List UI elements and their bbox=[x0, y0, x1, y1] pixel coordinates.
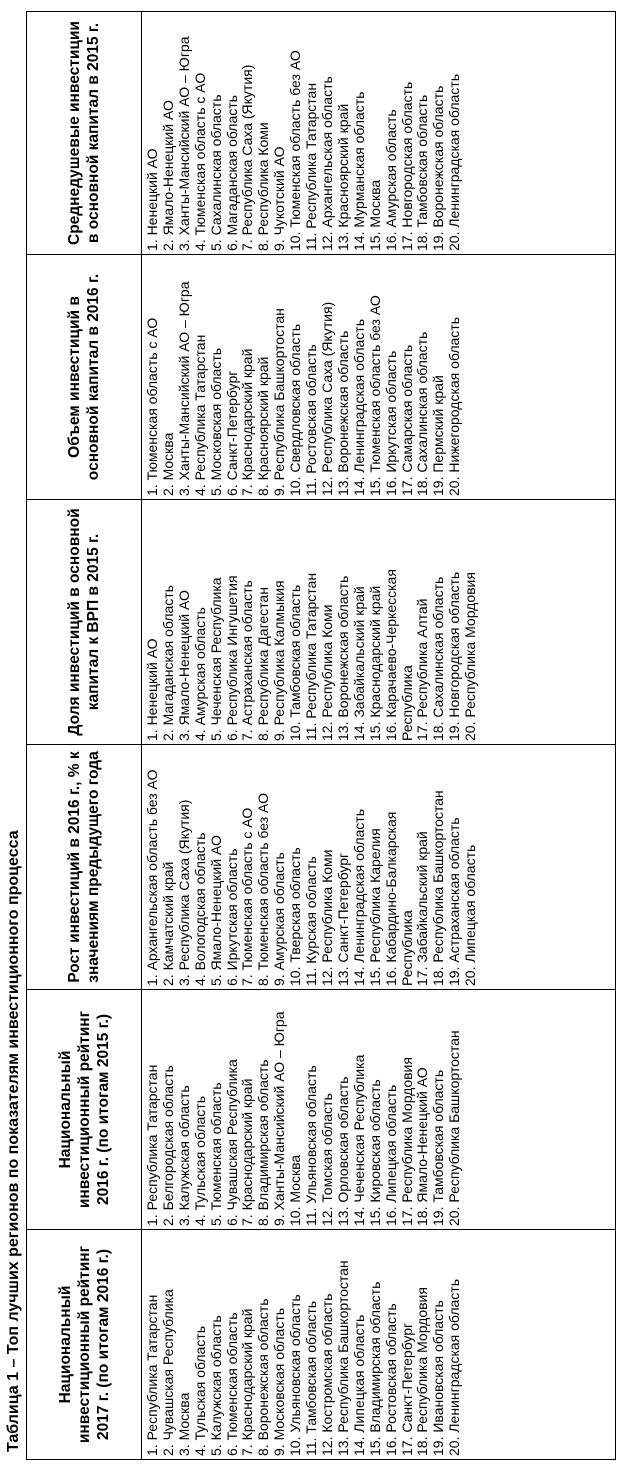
region-list bbox=[145, 1234, 463, 1456]
region-list-item: 15. Москва bbox=[366, 179, 383, 251]
region-list-item: 20. Ленинградская область bbox=[446, 1279, 463, 1456]
region-list-item: 20. Липецкая область bbox=[462, 844, 479, 986]
region-list-item: 11. Республика Татарстан bbox=[303, 572, 320, 741]
column-header-rating-2016: Национальный инвестиционный рейтинг 2016 г. (по итогам 2015 г.) bbox=[27, 990, 142, 1230]
region-list-item: 17. Республика Мордовия bbox=[398, 1057, 415, 1226]
column-cell-investment-volume bbox=[142, 255, 616, 500]
region-list-item: 8. Тюменская область без АО bbox=[255, 793, 272, 986]
region-list-item: 10. Тверская область bbox=[287, 847, 304, 986]
region-list bbox=[145, 16, 463, 251]
region-list-item: 9. Московская область bbox=[271, 1307, 288, 1456]
region-list-item: 19. Астраханская область bbox=[446, 817, 463, 986]
region-list-item: 7. Краснодарский край bbox=[239, 1078, 256, 1226]
region-list-item: 6. Чувашская Республика bbox=[223, 1059, 240, 1226]
region-list-item: 6. Санкт-Петербург bbox=[223, 370, 240, 496]
region-list-item: 9. Амурская область bbox=[271, 852, 288, 986]
region-list-item: 12. Костромская область bbox=[318, 1293, 335, 1456]
region-list-item: 4. Тульская область bbox=[191, 1325, 208, 1456]
region-list-item: 15. Владимирская область bbox=[366, 1281, 383, 1456]
column-header-per-capita-investment: Среднедушевые инвестиции в основной капитал в 2015 г. bbox=[27, 12, 142, 255]
region-list-item: 8. Красноярский край bbox=[255, 356, 272, 496]
region-list-item: 17. Санкт-Петербург bbox=[398, 1322, 415, 1456]
region-list-item: 18. Тамбовская область bbox=[414, 94, 431, 251]
region-list-item: 4. Республика Татарстан bbox=[191, 334, 208, 496]
region-list-item: 11. Республика Татарстан bbox=[303, 82, 320, 251]
region-list-item: 17. Самарская область bbox=[398, 344, 415, 496]
region-list-item: 18. Республика Мордовия bbox=[414, 1287, 431, 1456]
region-list-item: 15. Кировская область bbox=[366, 1079, 383, 1226]
region-list-item: 7. Краснодарский край bbox=[239, 348, 256, 496]
region-list-item: 19. Тамбовская область bbox=[430, 1069, 447, 1226]
region-list-item: 8. Республика Дагестан bbox=[255, 587, 272, 741]
region-list-item: 7. Республика Саха (Якутия) bbox=[239, 64, 256, 251]
region-list-item: 20. Нижегородская область bbox=[446, 317, 463, 496]
column-header-investment-volume: Объем инвестиций в основной капитал в 2016 г. bbox=[27, 255, 142, 500]
region-list-item: 5. Московская область bbox=[207, 347, 224, 496]
region-list-item: 19. Воронежская область bbox=[430, 85, 447, 251]
region-list-item: 18. Ямало-Ненецкий АО bbox=[414, 1067, 431, 1226]
region-list-item: 7. Астраханская область bbox=[239, 580, 256, 741]
region-list-item: 16. Кабардино-Балкарская Республика bbox=[382, 811, 415, 986]
region-list-item: 8. Воронежская область bbox=[255, 1298, 272, 1456]
region-list-item: 1. Ненецкий АО bbox=[144, 148, 160, 251]
region-list-item: 3. Москва bbox=[175, 1392, 192, 1456]
region-list-item: 5. Калужская область bbox=[207, 1315, 224, 1456]
regions-table bbox=[26, 11, 616, 1460]
region-list-item: 2. Белгородская область bbox=[159, 1065, 176, 1226]
region-list-item: 5. Чеченская Республика bbox=[207, 577, 224, 741]
region-list-item: 17. Республика Алтай bbox=[414, 598, 431, 741]
region-list-item: 15. Краснодарский край bbox=[366, 585, 383, 741]
region-list-item: 13. Красноярский край bbox=[334, 103, 351, 251]
region-list-item: 16. Липецкая область bbox=[382, 1084, 399, 1226]
region-list-item: 4. Амурская область bbox=[191, 607, 208, 741]
region-list-item: 2. Чувашская Республика bbox=[159, 1289, 176, 1456]
region-list-item: 19. Пермский край bbox=[430, 375, 447, 496]
region-list-item: 17. Забайкальский край bbox=[414, 831, 431, 986]
region-list-item: 14. Мурманская область bbox=[350, 91, 367, 251]
region-list-item: 5. Ямало-Ненецкий АО bbox=[207, 835, 224, 986]
region-list-item: 20. Республика Башкортостан bbox=[446, 1030, 463, 1226]
region-list-item: 9. Республика Калмыкия bbox=[271, 580, 288, 741]
column-cell-rating-2017 bbox=[142, 1230, 616, 1460]
region-list-item: 1. Тюменская область с АО bbox=[144, 317, 160, 496]
region-list-item: 12. Республика Коми bbox=[318, 604, 335, 741]
region-list-item: 9. Республика Башкортостан bbox=[271, 308, 288, 496]
region-list-item: 16. Иркутская область bbox=[382, 350, 399, 496]
region-list bbox=[145, 994, 463, 1226]
region-list-item: 3. Калужская область bbox=[175, 1085, 192, 1226]
column-cell-per-capita-investment bbox=[142, 12, 616, 255]
region-list-item: 13. Воронежская область bbox=[334, 330, 351, 496]
region-list-item: 3. Ямало-Ненецкий АО bbox=[175, 590, 192, 741]
region-list-item: 1. Республика Татарстан bbox=[144, 1064, 160, 1226]
region-list-item: 4. Тульская область bbox=[191, 1095, 208, 1226]
region-list-item: 11. Ульяновская область bbox=[303, 1065, 320, 1226]
region-list-item: 2. Камчатский край bbox=[159, 861, 176, 986]
region-list-item: 9. Ханты-Мансийский АО – Югра bbox=[271, 1011, 288, 1226]
region-list-item: 15. Республика Карелия bbox=[366, 828, 383, 986]
region-list-item: 13. Санкт-Петербург bbox=[334, 852, 351, 986]
region-list-item: 17. Новгородская область bbox=[398, 81, 415, 251]
region-list-item: 20. Ленинградская область bbox=[446, 74, 463, 251]
region-list bbox=[145, 749, 479, 986]
region-list-item: 5. Сахалинская область bbox=[207, 94, 224, 251]
body-row bbox=[142, 12, 616, 1460]
region-list-item: 16. Карачаево-Черкесская Республика bbox=[382, 569, 415, 741]
region-list-item: 19. Новгородская область bbox=[446, 571, 463, 741]
region-list-item: 1. Архангельская область без АО bbox=[144, 769, 160, 986]
region-list-item: 7. Тюменская область с АО bbox=[239, 807, 256, 986]
region-list-item: 20. Республика Мордовия bbox=[462, 572, 479, 741]
region-list-item: 3. Республика Саха (Якутия) bbox=[175, 799, 192, 986]
column-header-investment-growth: Рост инвестиций в 2016 г., % к значениям предыдущего года bbox=[27, 745, 142, 990]
region-list-item: 14. Чеченская Республика bbox=[350, 1054, 367, 1226]
region-list-item: 14. Забайкальский край bbox=[350, 586, 367, 741]
column-cell-investment-growth bbox=[142, 745, 616, 990]
region-list-item: 10. Москва bbox=[287, 1154, 304, 1226]
region-list-item: 6. Тюменская область bbox=[223, 1312, 240, 1456]
region-list-item: 7. Краснодарский край bbox=[239, 1308, 256, 1456]
region-list-item: 18. Сахалинская область bbox=[414, 331, 431, 496]
region-list-item: 2. Магаданская область bbox=[159, 585, 176, 741]
region-list-item: 11. Тамбовская область bbox=[303, 1300, 320, 1456]
region-list-item: 18. Сахалинская область bbox=[430, 576, 447, 741]
region-list-item: 4. Тюменская область с АО bbox=[191, 72, 208, 251]
column-cell-rating-2016 bbox=[142, 990, 616, 1230]
region-list-item: 16. Ростовская область bbox=[382, 1303, 399, 1456]
region-list-item: 12. Томская область bbox=[318, 1093, 335, 1226]
region-list-item: 2. Ямало-Ненецкий АО bbox=[159, 100, 176, 251]
region-list-item: 12. Архангельская область bbox=[318, 76, 335, 251]
region-list-item: 10. Тамбовская область bbox=[287, 584, 304, 741]
region-list-item: 3. Ханты-Мансийский АО – Югра bbox=[175, 281, 192, 496]
region-list-item: 14. Ленинградская область bbox=[350, 319, 367, 496]
region-list-item: 4. Вологодская область bbox=[191, 832, 208, 986]
region-list-item: 2. Москва bbox=[159, 432, 176, 496]
region-list-item: 13. Воронежская область bbox=[334, 575, 351, 741]
region-list-item: 15. Тюменская область без АО bbox=[366, 295, 383, 496]
region-list-item: 14. Липецкая область bbox=[350, 1314, 367, 1456]
region-list-item: 18. Республика Башкортостан bbox=[430, 790, 447, 986]
region-list-item: 5. Тюменская область bbox=[207, 1082, 224, 1226]
region-list-item: 6. Республика Ингушетия bbox=[223, 575, 240, 741]
column-cell-investment-share-grp bbox=[142, 500, 616, 745]
region-list-item: 12. Республика Коми bbox=[318, 849, 335, 986]
region-list-item: 10. Ульяновская область bbox=[287, 1294, 304, 1456]
region-list bbox=[145, 504, 479, 741]
region-list-item: 8. Республика Коми bbox=[255, 122, 272, 251]
region-list bbox=[145, 259, 463, 496]
region-list-item: 8. Владимирская область bbox=[255, 1059, 272, 1226]
region-list-item: 13. Республика Башкортостан bbox=[334, 1260, 351, 1456]
region-list-item: 11. Курская область bbox=[303, 856, 320, 986]
region-list-item: 14. Ленинградская область bbox=[350, 809, 367, 986]
region-list-item: 1. Ненецкий АО bbox=[144, 638, 160, 741]
table-caption: Таблица 1 – Топ лучших регионов по показателям инвестиционного процесса bbox=[5, 830, 22, 1452]
region-list-item: 3. Ханты-Мансийский АО – Югра bbox=[175, 36, 192, 251]
column-header-rating-2017: Национальный инвестиционный рейтинг 2017 г. (по итогам 2016 г.) bbox=[27, 1230, 142, 1460]
region-list-item: 10. Свердловская область bbox=[287, 323, 304, 496]
column-header-investment-share-grp: Доля инвестиций в основной капитал к ВРП в 2015 г. bbox=[27, 500, 142, 745]
region-list-item: 12. Республика Саха (Якутия) bbox=[318, 301, 335, 496]
header-row bbox=[27, 12, 142, 1460]
region-list-item: 16. Амурская область bbox=[382, 109, 399, 251]
region-list-item: 10. Тюменская область без АО bbox=[287, 50, 304, 251]
region-list-item: 13. Орловская область bbox=[334, 1076, 351, 1226]
region-list-item: 9. Чукотский АО bbox=[271, 146, 288, 251]
region-list-item: 11. Ростовская область bbox=[303, 344, 320, 496]
region-list-item: 1. Республика Татарстан bbox=[144, 1294, 160, 1456]
region-list-item: 6. Магаданская область bbox=[223, 95, 240, 251]
region-list-item: 19. Ивановская область bbox=[430, 1300, 447, 1456]
region-list-item: 6. Иркутская область bbox=[223, 848, 240, 986]
